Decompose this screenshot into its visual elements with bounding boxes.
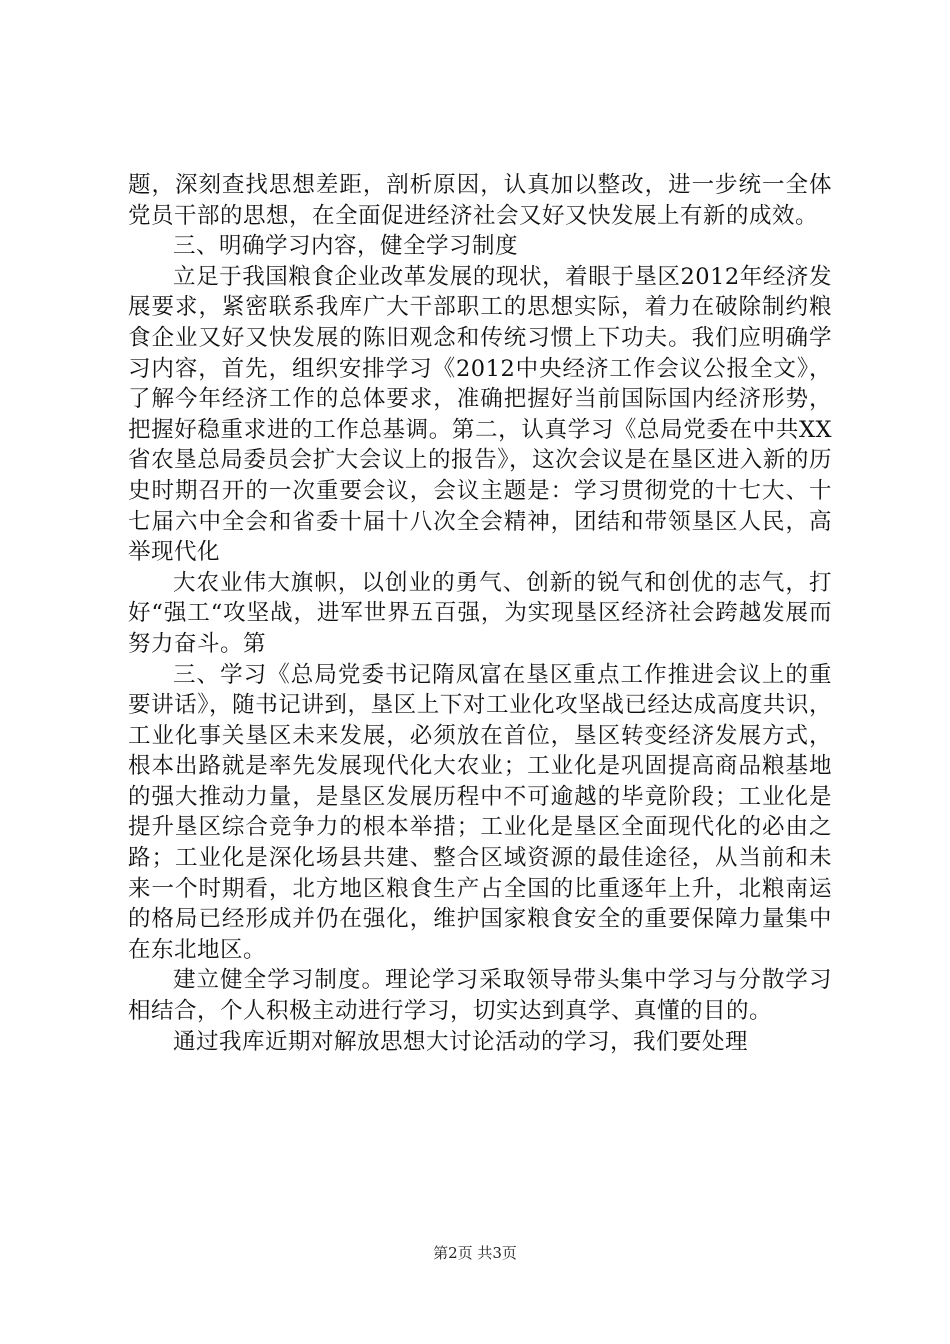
document-body [128,170,832,1057]
paragraph-5: 三、学习《总局党委书记隋凤富在垦区重点工作推进会议上的重要讲话》，随书记讲到，垦区上下对工业化攻坚战已经达成高度共识，工业化事关垦区未来发展，必须放在首位，垦区转变经济发展方式，根本出路就是率先发展现代化大农业；工业化是巩固提高商品粮基地的强大推动力量，是垦区发展历程中不可逾越的毕竟阶段；工业化是提升垦区综合竞争力的根本举措；工业化是垦区全面现代化的必由之路；工业化是深化场县共建、整合区域资源的最佳途径，从当前和未来一个时期看，北方地区粮食生产占全国的比重逐年上升，北粮南运的格局已经形成并仍在强化，维护国家粮食安全的重要保障力量集中在东北地区。 [128,661,832,963]
paragraph-7: 通过我库近期对解放思想大讨论活动的学习，我们要处理 [173,1028,749,1055]
paragraph-6: 建立健全学习制度。理论学习采取领导带头集中学习与分散学习相结合，个人积极主动进行学习，切实达到真学、真懂的目的。 [128,967,832,1025]
page-number-footer: 第2页 共3页 [433,1244,517,1262]
paragraph-4: 大农业伟大旗帜，以创业的勇气、创新的锐气和创优的志气，打好“强工“攻坚战，进军世界五百强，为实现垦区经济社会跨越发展而努力奋斗。第 [128,569,832,657]
paragraph-1: 题，深刻查找思想差距，剖析原因，认真加以整改，进一步统一全体党员干部的思想，在全面促进经济社会又好又快发展上有新的成效。 [128,172,832,229]
paragraph-3: 立足于我国粮食企业改革发展的现状，着眼于垦区2012年经济发展要求，紧密联系我库广大干部职工的思想实际，着力在破除制约粮食企业又好又快发展的陈旧观念和传统习惯上下功夫。我们应明确学习内容，首先，组织安排学习《2012中央经济工作会议公报全文》，了解今年经济工作的总体要求，准确把握好当前国际国内经济形势，把握好稳重求进的工作总基调。第二，认真学习《总局党委在中共XX省农垦总局委员会扩大会议上的报告》，这次会议是在垦区进入新的历史时期召开的一次重要会议，会议主题是：学习贯彻党的十七大、十七届六中全会和省委十届十八次全会精神，团结和带领垦区人民，高举现代化 [128,263,832,566]
section-heading: 三、明确学习内容，健全学习制度 [173,233,519,260]
